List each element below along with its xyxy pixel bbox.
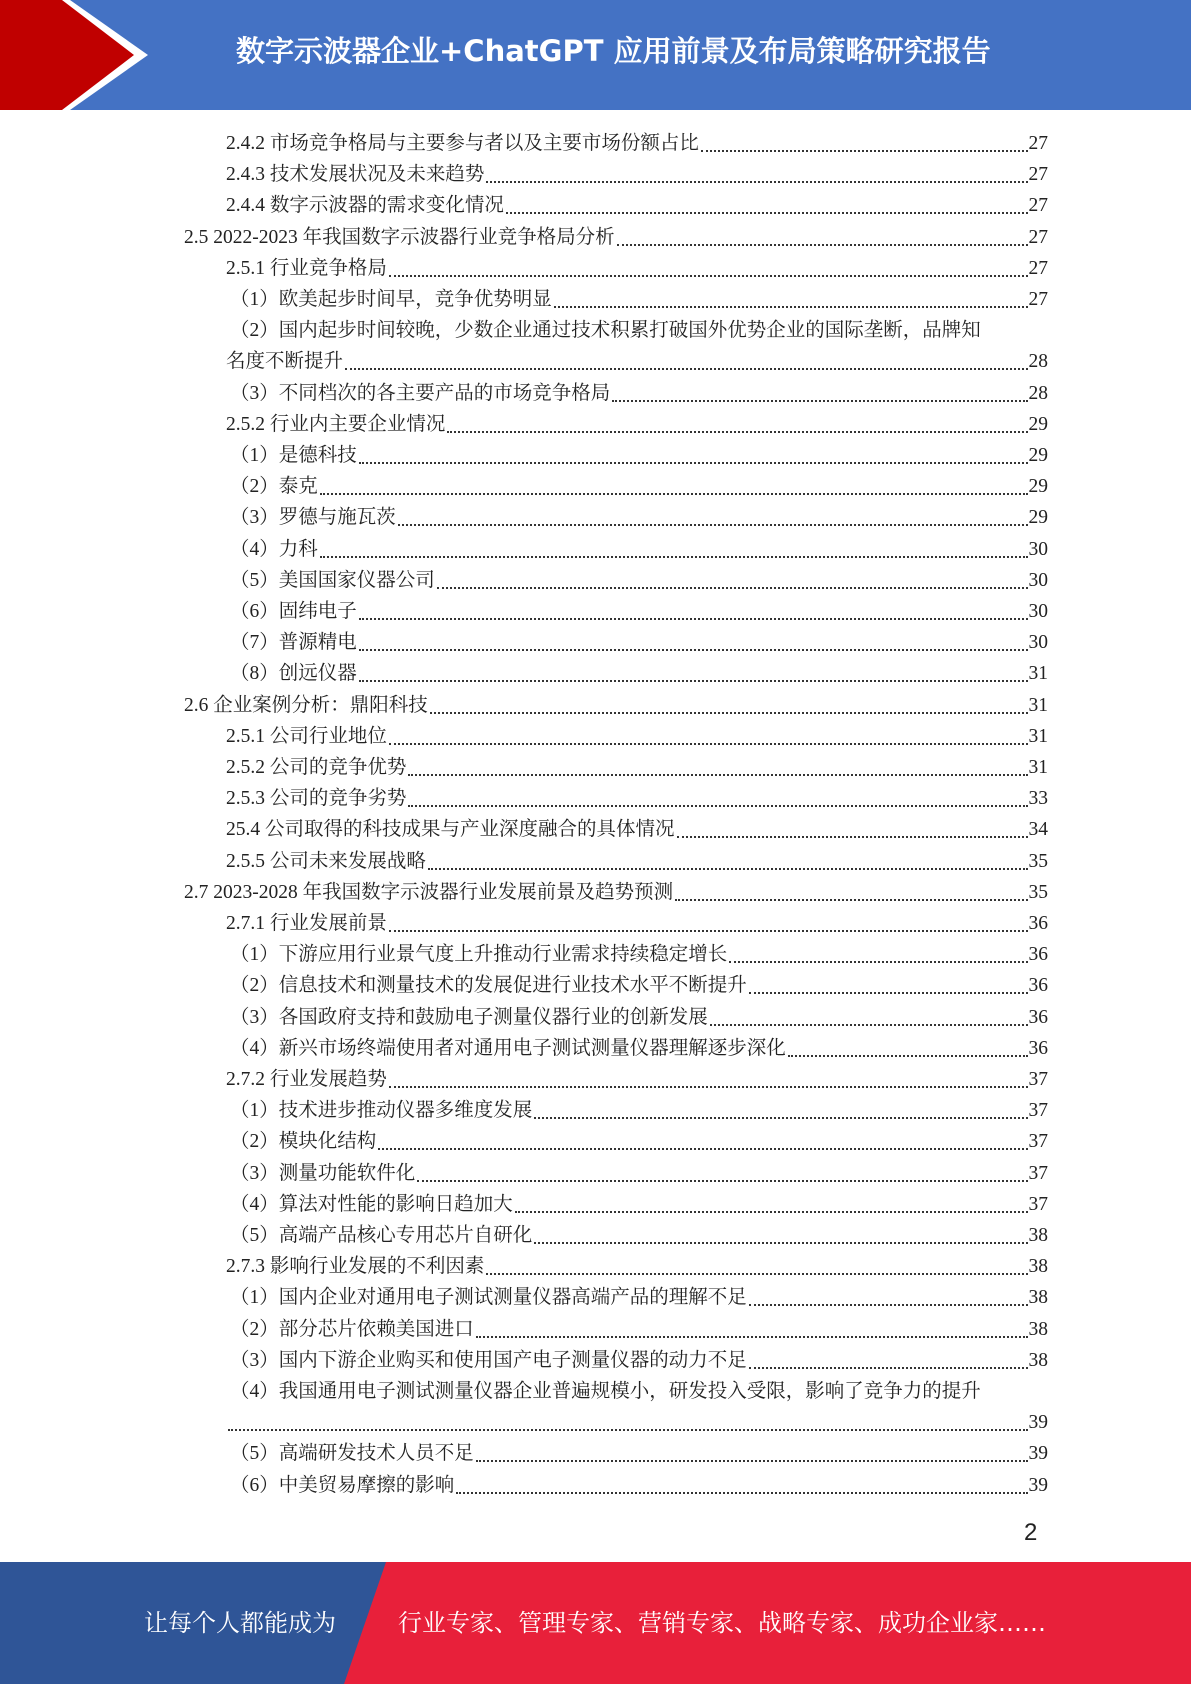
toc-entry-page: 27 <box>1028 289 1048 310</box>
toc-leader-dots <box>710 1023 1028 1026</box>
toc-leader-dots <box>408 773 1027 776</box>
toc-leader-dots <box>359 461 1028 464</box>
toc-entry[interactable] <box>230 627 1048 658</box>
page-number: 2 <box>1024 1519 1038 1546</box>
toc-leader-dots <box>677 835 1028 838</box>
toc-entry-page: 30 <box>1028 569 1048 591</box>
toc-leader-dots <box>389 274 1028 277</box>
toc-entry-page: 38 <box>1028 1318 1048 1340</box>
toc-entry-page: 31 <box>1028 725 1048 747</box>
toc-entry-label: 25.4 公司取得的科技成果与产业深度融合的具体情况 <box>226 819 675 841</box>
toc-leader-dots <box>476 1335 1028 1338</box>
toc-entry[interactable] <box>230 1158 1048 1189</box>
toc-entry-page: 36 <box>1028 944 1048 966</box>
toc-leader-dots <box>701 149 1028 152</box>
toc-entry-label: （5）美国国家仪器公司 <box>230 569 435 591</box>
toc-entry-page: 36 <box>1028 913 1048 934</box>
toc-entry-label: （3）各国政府支持和鼓励电子测量仪器行业的创新发展 <box>230 1006 708 1028</box>
toc-leader-dots <box>486 1272 1027 1275</box>
toc-entry-label: （1）技术进步推动仪器多维度发展 <box>230 1100 533 1122</box>
toc-leader-dots <box>749 1303 1028 1306</box>
toc-leader-dots <box>398 523 1028 526</box>
toc-entry-label: 2.5 2022-2023 年我国数字示波器行业竞争格局分析 <box>184 226 615 248</box>
toc-entry[interactable] <box>226 752 1048 783</box>
toc-entry-label: （5）高端研发技术人员不足 <box>230 1443 474 1465</box>
toc-entry-page: 37 <box>1028 1193 1048 1215</box>
toc-entry-label: 2.5.1 公司行业地位 <box>226 725 387 747</box>
toc-leader-dots <box>749 1366 1028 1369</box>
toc-entry-page: 30 <box>1028 632 1048 654</box>
toc-leader-dots <box>359 648 1028 651</box>
toc-entry-page: 37 <box>1028 1069 1048 1090</box>
toc-entry-page: 35 <box>1028 850 1048 872</box>
toc-entry[interactable] <box>226 409 1048 440</box>
toc-entry-label: （1）是德科技 <box>230 445 357 466</box>
toc-entry-page: 39 <box>1028 1412 1048 1434</box>
toc-entry-page: 37 <box>1028 1100 1048 1122</box>
toc-entry-label: 2.6 企业案例分析：鼎阳科技 <box>184 694 428 716</box>
toc-entry[interactable] <box>226 814 1048 845</box>
toc-entry-label: 2.5.1 行业竞争格局 <box>226 257 387 279</box>
toc-entry-page: 37 <box>1028 1131 1048 1153</box>
toc-entry-label: （7）普源精电 <box>230 632 357 654</box>
toc-entry[interactable] <box>230 1314 1048 1345</box>
toc-entry[interactable] <box>230 534 1048 565</box>
toc-entry-page: 29 <box>1028 445 1048 466</box>
toc-leader-dots <box>389 929 1028 932</box>
toc-entry-page: 27 <box>1028 195 1048 217</box>
toc-entry-label: （5）高端产品核心专用芯片自研化 <box>230 1225 533 1246</box>
toc-entry-page: 36 <box>1028 1006 1048 1028</box>
toc-entry-label: （8）创远仪器 <box>230 663 357 685</box>
toc-entry-label: 2.5.5 公司未来发展战略 <box>226 850 426 872</box>
toc-entry-label: （3）测量功能软件化 <box>230 1162 416 1184</box>
toc-entry-page: 27 <box>1028 164 1048 186</box>
toc-leader-dots <box>486 180 1027 183</box>
toc-entry[interactable] <box>226 846 1048 877</box>
toc-entry[interactable] <box>230 970 1048 1001</box>
toc-entry-label: （6）中美贸易摩擦的影响 <box>230 1474 455 1496</box>
toc-entry-label: （2）泰克 <box>230 476 318 498</box>
toc-entry-page: 30 <box>1028 601 1048 622</box>
toc-entry-label: 2.7.2 行业发展趋势 <box>226 1069 387 1090</box>
toc-entry[interactable] <box>226 128 1048 159</box>
report-footer <box>0 1562 1191 1684</box>
toc-entry[interactable] <box>230 1189 1048 1220</box>
toc-entry-label: 名度不断提升 <box>226 351 344 373</box>
toc-leader-dots <box>447 430 1027 433</box>
toc-leader-dots <box>612 399 1027 402</box>
toc-leader-dots <box>320 555 1028 558</box>
toc-entry[interactable] <box>230 1345 1048 1376</box>
toc-entry-label: （2）信息技术和测量技术的发展促进行业技术水平不断提升 <box>230 975 747 997</box>
toc-entry-page: 38 <box>1028 1349 1048 1371</box>
toc-entry[interactable] <box>184 690 1048 721</box>
toc-entry-label: （3）不同档次的各主要产品的市场竞争格局 <box>230 382 611 404</box>
toc-entry-label: 2.5.3 公司的竞争劣势 <box>226 788 407 810</box>
toc-leader-dots <box>534 1241 1027 1244</box>
toc-entry-label: 2.7 2023-2028 年我国数字示波器行业发展前景及趋势预测 <box>184 881 674 903</box>
toc-leader-dots <box>476 1459 1028 1462</box>
toc-entry-label: （4）算法对性能的影响日趋加大 <box>230 1193 513 1215</box>
toc-entry-page: 34 <box>1028 819 1048 841</box>
toc-leader-dots <box>617 243 1028 246</box>
toc-entry[interactable] <box>230 284 1048 315</box>
toc-entry-page: 33 <box>1028 788 1048 810</box>
report-header <box>0 0 1191 110</box>
toc-leader-dots <box>554 305 1028 308</box>
toc-leader-dots <box>729 960 1027 963</box>
toc-leader-dots <box>359 679 1028 682</box>
toc-entry-label: （3）罗德与施瓦茨 <box>230 507 396 529</box>
toc-entry[interactable] <box>230 440 1048 471</box>
toc-entry[interactable] <box>226 721 1048 752</box>
toc-entry-page: 38 <box>1028 1287 1048 1309</box>
toc-entry-label: （2）部分芯片依赖美国进口 <box>230 1318 474 1340</box>
toc-leader-dots <box>345 367 1027 370</box>
toc-entry-page: 35 <box>1028 881 1048 903</box>
toc-entry[interactable] <box>226 190 1048 221</box>
toc-leader-dots <box>430 711 1028 714</box>
toc-entry-page: 39 <box>1028 1474 1048 1496</box>
toc-entry[interactable] <box>226 1251 1048 1282</box>
toc-entry[interactable] <box>230 471 1048 502</box>
toc-entry[interactable] <box>230 378 1048 409</box>
toc-entry-page: 31 <box>1028 694 1048 716</box>
toc-entry-page: 37 <box>1028 1162 1048 1184</box>
toc-leader-dots <box>378 1147 1027 1150</box>
toc-entry[interactable] <box>226 253 1048 284</box>
toc-leader-dots <box>515 1210 1028 1213</box>
toc-leader-dots <box>749 991 1028 994</box>
toc-leader-dots <box>408 804 1027 807</box>
toc-leader-dots <box>228 1428 1028 1431</box>
toc-entry-line: （4）我国通用电子测试测量仪器企业普遍规模小，研发投入受限，影响了竞争力的提升 <box>230 1381 981 1402</box>
toc-entry[interactable] <box>230 502 1048 533</box>
toc-entry[interactable] <box>230 1033 1048 1064</box>
toc-leader-dots <box>428 867 1028 870</box>
toc-entry[interactable] <box>226 1064 1048 1095</box>
toc-entry-page: 27 <box>1028 257 1048 279</box>
toc-entry[interactable] <box>230 1002 1048 1033</box>
toc-leader-dots <box>437 586 1028 589</box>
toc-entry-label: （2）模块化结构 <box>230 1131 377 1153</box>
toc-entry-page: 29 <box>1028 507 1048 529</box>
toc-entry-page: 29 <box>1028 413 1048 435</box>
toc-entry-page: 36 <box>1028 975 1048 997</box>
toc-entry-page: 38 <box>1028 1256 1048 1278</box>
toc-entry-label: 2.4.4 数字示波器的需求变化情况 <box>226 195 504 217</box>
toc-entry-page: 28 <box>1028 351 1048 373</box>
toc-entry-label: （1）下游应用行业景气度上升推动行业需求持续稳定增长 <box>230 944 728 966</box>
toc-entry[interactable] <box>226 783 1048 814</box>
toc-entry-label: （4）力科 <box>230 538 318 560</box>
toc-entry[interactable] <box>230 1470 1048 1501</box>
toc-entry[interactable] <box>230 658 1048 689</box>
toc-entry-label: （3）国内下游企业购买和使用国产电子测量仪器的动力不足 <box>230 1349 747 1371</box>
toc-entry-page: 31 <box>1028 757 1048 778</box>
footer-slogan-left: 让每个人都能成为 <box>144 1609 336 1637</box>
toc-entry-label: 2.4.3 技术发展状况及未来趋势 <box>226 164 485 186</box>
toc-entry-page: 29 <box>1028 476 1048 498</box>
toc-entry[interactable] <box>230 1438 1048 1469</box>
toc-leader-dots <box>456 1491 1027 1494</box>
toc-leader-dots <box>675 898 1027 901</box>
toc-entry[interactable] <box>184 877 1048 908</box>
toc-leader-dots <box>389 742 1028 745</box>
toc-entry-page: 27 <box>1028 133 1048 154</box>
toc-leader-dots <box>506 211 1028 214</box>
toc-entry[interactable] <box>226 1407 1048 1438</box>
toc-entry-page: 38 <box>1028 1225 1048 1246</box>
toc-entry-label: 2.7.3 影响行业发展的不利因素 <box>226 1256 485 1278</box>
toc-entry-label: （6）固纬电子 <box>230 601 357 622</box>
toc-entry[interactable] <box>230 1095 1048 1126</box>
toc-leader-dots <box>359 617 1028 620</box>
toc-leader-dots <box>389 1085 1028 1088</box>
toc-entry-page: 36 <box>1028 1037 1048 1059</box>
toc-entry-line: （2）国内起步时间较晚，少数企业通过技术积累打破国外优势企业的国际垄断，品牌知 <box>230 320 981 342</box>
toc-entry-page: 39 <box>1028 1443 1048 1465</box>
toc-entry-label: （1）国内企业对通用电子测试测量仪器高端产品的理解不足 <box>230 1287 747 1309</box>
toc-leader-dots <box>788 1054 1028 1057</box>
toc-entry-page: 30 <box>1028 538 1048 560</box>
toc-entry[interactable] <box>226 346 1048 377</box>
toc-leader-dots <box>417 1179 1027 1182</box>
toc-entry-label: 2.5.2 行业内主要企业情况 <box>226 413 446 435</box>
footer-slogan-right: 行业专家、管理专家、营销专家、战略专家、成功企业家…… <box>398 1609 1046 1637</box>
toc-entry-label: （4）新兴市场终端使用者对通用电子测试测量仪器理解逐步深化 <box>230 1037 786 1059</box>
toc-entry-label: 2.5.2 公司的竞争优势 <box>226 757 407 778</box>
toc-entry-label: 2.4.2 市场竞争格局与主要参与者以及主要市场份额占比 <box>226 133 699 154</box>
toc-leader-dots <box>320 492 1028 495</box>
report-title: 数字示波器企业+ChatGPT 应用前景及布局策略研究报告 <box>236 34 991 68</box>
toc-entry[interactable] <box>230 1126 1048 1157</box>
toc-entry[interactable] <box>230 1282 1048 1313</box>
toc-entry[interactable] <box>226 908 1048 939</box>
toc-entry-page: 31 <box>1028 663 1048 685</box>
toc-entry[interactable] <box>230 1220 1048 1251</box>
toc-entry[interactable] <box>230 596 1048 627</box>
toc-entry-label: （1）欧美起步时间早，竞争优势明显 <box>230 289 552 310</box>
toc-entry[interactable] <box>184 222 1048 253</box>
toc-entry-label: 2.7.1 行业发展前景 <box>226 913 387 934</box>
toc-entry-page: 28 <box>1028 382 1048 404</box>
toc-entry-page: 27 <box>1028 226 1048 248</box>
toc-entry[interactable] <box>230 939 1048 970</box>
toc-entry[interactable] <box>230 565 1048 596</box>
toc-entry[interactable] <box>226 159 1048 190</box>
toc-leader-dots <box>534 1116 1027 1119</box>
